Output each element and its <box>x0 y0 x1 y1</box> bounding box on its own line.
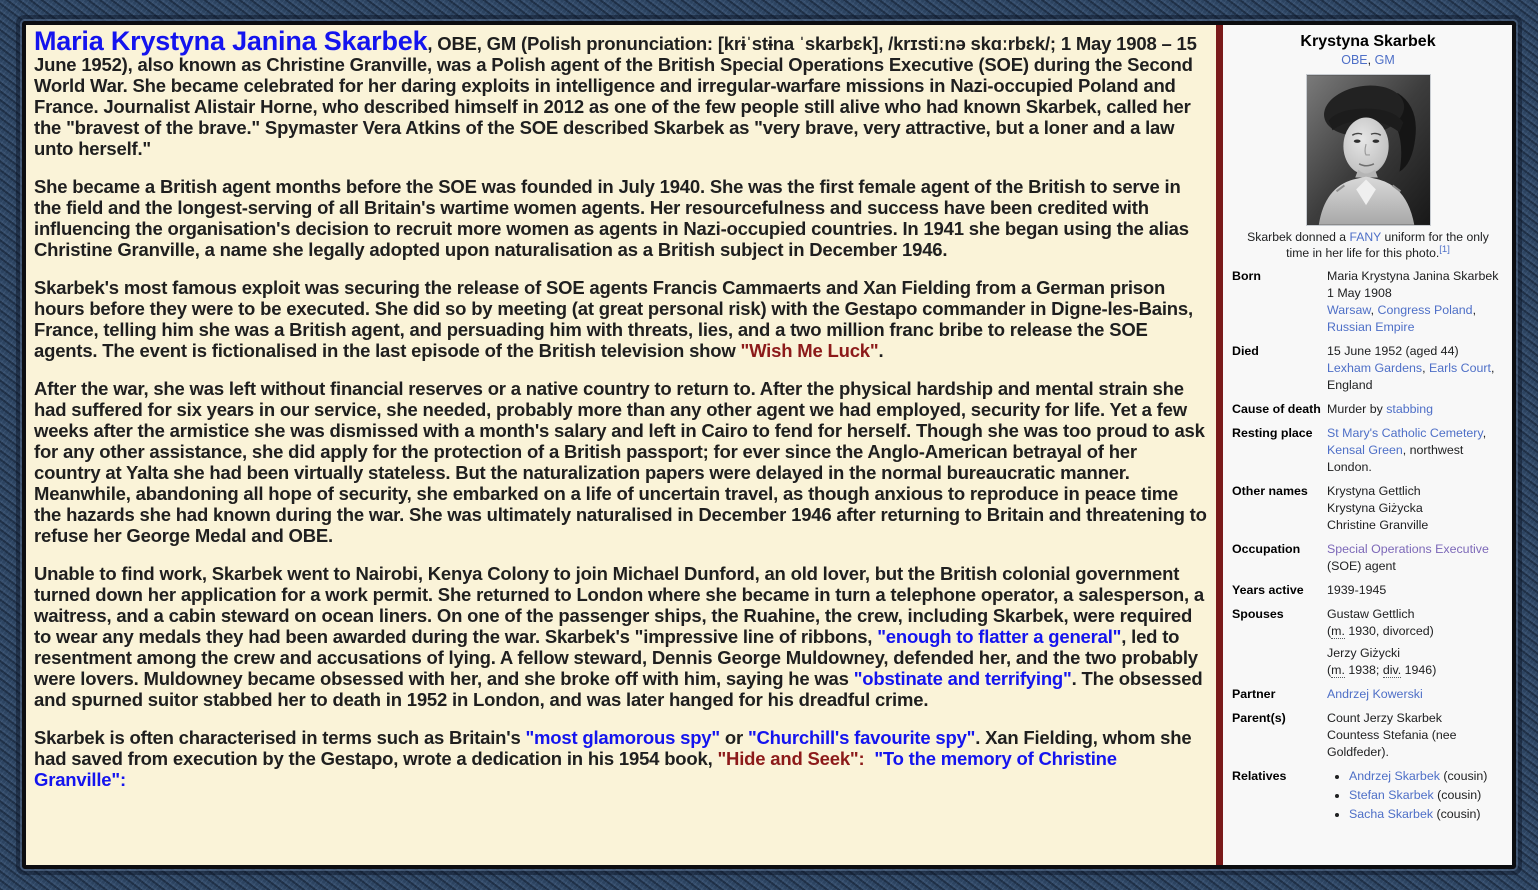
infobox-value <box>1327 606 1504 679</box>
infobox-value-line <box>1327 459 1504 476</box>
link[interactable]: St Mary's Catholic Cemetery <box>1327 426 1483 440</box>
text-run: div. <box>1382 663 1402 677</box>
footnote-ref[interactable]: [1] <box>1439 243 1450 255</box>
infobox-label: Resting place <box>1232 426 1313 440</box>
infobox-row <box>1232 710 1504 761</box>
text-run: . The obsessed and spurned suitor stabbed her to death in 1952 in London, and was later hanged for his dreadful crime. <box>34 668 1203 710</box>
text-run: After the war, she was left without financial reserves or a native country to return to. After the physical hardship and mental strain she had suffered for six years in our service, she needed, probably more than any other agent we had employed, security for life. Yet a few weeks after the armistice she was dismissed with a month's salary and left in Cairo to fend for herself. Though she was too proud to ask for any other assistance, she did apply for the protection of a British passport; for ever since the Anglo-American betrayal of her country at Yalta she had been virtually stateless. But the naturalization papers were delayed in the normal bureaucratic manner. Meanwhile, abandoning all hope of security, she embarked on a life of uncertain travel, as though anxious to reproduce in peace time the hazards she had known during the war. She was ultimately naturalised in December 1946 after returning to Britain and threatening to refuse her George Medal and OBE. <box>34 378 1207 546</box>
link[interactable]: Andrzej Kowerski <box>1327 687 1423 701</box>
text-run: Count Jerzy Skarbek <box>1327 711 1443 725</box>
infobox-value-line <box>1327 606 1504 623</box>
infobox-value-line <box>1327 268 1504 285</box>
infobox-rows <box>1232 268 1504 825</box>
infobox-row <box>1232 483 1504 534</box>
text-run: Krystyna Giżycka <box>1327 501 1423 515</box>
infobox-label: Cause of death <box>1232 402 1321 416</box>
infobox-label: Occupation <box>1232 542 1301 556</box>
text-run: Murder by <box>1327 402 1387 416</box>
infobox-value-line <box>1327 582 1504 599</box>
page <box>22 21 1516 869</box>
text-run: , <box>1370 303 1378 317</box>
infobox-value-line <box>1327 662 1504 679</box>
link[interactable]: OBE <box>1341 53 1368 67</box>
text-run: (cousin) <box>1433 807 1481 821</box>
text-run: 1930, divorced) <box>1344 624 1434 638</box>
infobox-label: Years active <box>1232 583 1304 597</box>
text-run: , <box>1490 361 1495 375</box>
link[interactable]: "obstinate and terrifying" <box>853 668 1072 689</box>
text-run: 1939-1945 <box>1327 583 1387 597</box>
infobox-value-line <box>1327 360 1504 377</box>
infobox-title: Krystyna Skarbek <box>1300 33 1436 50</box>
text-run: . <box>878 340 884 361</box>
text-run: Countess Stefania (nee <box>1327 728 1457 742</box>
infobox-value-line <box>1327 645 1504 662</box>
text-run: (cousin) <box>1439 769 1488 783</box>
infobox-value-line <box>1327 483 1504 500</box>
text-run <box>864 748 874 769</box>
text-run: m. <box>1331 624 1345 638</box>
portrait-photo[interactable] <box>1232 74 1504 226</box>
infobox-label: Died <box>1232 344 1259 358</box>
link[interactable]: "Wish Me Luck" <box>740 340 879 361</box>
infobox-row <box>1232 401 1504 418</box>
infobox-value-line <box>1327 744 1504 761</box>
infobox-label: Born <box>1232 269 1261 283</box>
infobox-label: Parent(s) <box>1232 711 1286 725</box>
paragraph <box>34 277 1208 361</box>
link[interactable]: Sacha Skarbek <box>1349 807 1434 821</box>
text-run: (SOE) agent <box>1327 559 1396 573</box>
link[interactable]: Warsaw <box>1327 303 1371 317</box>
text-run: , OBE, GM (Polish pronunciation: [krɨˈstɨna ˈskarbɛk], /krɪstiːnə skɑːrbɛk/; 1 May 1908 – 15 June 1952), also known as Christine Granville, was a Polish agent of the British Special Operations Executive (SOE) during the Second World War. She became celebrated for her daring exploits in intelligence and irregular-warfare missions in Nazi-occupied Poland and France. Journalist Alistair Horne, who described himself in 2012 as one of the few people still alive who had known Skarbek, called her the "bravest of the brave." Spymaster Vera Atkins of the SOE described Skarbek as "very brave, very attractive, but a loner and a law unto herself." <box>34 33 1197 159</box>
paragraph <box>34 378 1208 546</box>
infobox-value-line <box>1327 401 1504 418</box>
infobox-value <box>1327 686 1504 703</box>
infobox-value <box>1327 768 1504 825</box>
infobox-label: Other names <box>1232 484 1308 498</box>
article-body <box>26 25 1216 865</box>
text-run: London. <box>1327 460 1372 474</box>
link[interactable]: Russian Empire <box>1327 320 1415 334</box>
link[interactable]: "Hide and Seek": <box>717 748 865 769</box>
infobox-value <box>1327 425 1504 476</box>
text-run: , northwest <box>1402 443 1464 457</box>
paragraph <box>34 26 1208 159</box>
link[interactable]: "Churchill's favourite spy" <box>747 727 976 748</box>
infobox-value-line <box>1327 425 1504 442</box>
infobox-value <box>1327 268 1504 336</box>
infobox-value-line <box>1327 517 1504 534</box>
infobox-value-line <box>1327 686 1504 703</box>
link[interactable]: "To the memory of Christine Granville": <box>34 748 1117 790</box>
infobox-value-line <box>1327 500 1504 517</box>
text-run: (cousin) <box>1433 788 1482 802</box>
link[interactable]: Lexham Gardens <box>1327 361 1423 375</box>
text-run: England <box>1327 378 1373 392</box>
relative-item <box>1349 806 1504 823</box>
infobox-row <box>1232 686 1504 703</box>
infobox-value-line <box>1327 623 1504 640</box>
infobox-row <box>1232 268 1504 336</box>
text-run: 1938; <box>1344 663 1383 677</box>
text-run: She became a British agent months before the SOE was founded in July 1940. She was the first female agent of the British to serve in the field and the longest-serving of all Britain's wartime women agents. Her resourcefulness and success have been credited with influencing the organisation's decision to recruit more women as agents in Nazi-occupied countries. In 1941 she began using the alias Christine Granville, a name she legally adopted upon naturalisation as a British subject in December 1946. <box>34 176 1189 260</box>
infobox-row <box>1232 425 1504 476</box>
infobox-value <box>1327 582 1504 599</box>
infobox-label: Relatives <box>1232 769 1287 783</box>
divider-line <box>1216 25 1223 865</box>
infobox-row <box>1232 343 1504 394</box>
text-run: Unable to find work, Skarbek went to Nairobi, Kenya Colony to join Michael Dunford, an old lover, but the British colonial government turned down her application for a work permit. She returned to London where she became in turn a telephone operator, a salesperson, a waitress, and a cabin steward on ocean liners. On one of the passenger ships, the Ruahine, the crew, including Skarbek, were required to wear any medals they had been awarded during the war. Skarbek's "impressive line of ribbons, <box>34 563 1204 647</box>
paragraph <box>34 563 1208 710</box>
infobox-value <box>1327 401 1504 418</box>
relative-item <box>1349 768 1504 785</box>
infobox-value-line <box>1327 442 1504 459</box>
text-run: Goldfeder). <box>1327 745 1389 759</box>
infobox-label: Partner <box>1232 687 1276 701</box>
infobox-value-line <box>1327 710 1504 727</box>
infobox-value <box>1327 483 1504 534</box>
article-title-link[interactable]: Maria Krystyna Janina Skarbek <box>34 26 428 56</box>
relative-item <box>1349 787 1504 804</box>
text-run: ( <box>1327 624 1332 638</box>
text-run: Gustaw Gettlich <box>1327 607 1415 621</box>
link[interactable]: Andrzej Skarbek <box>1349 769 1440 783</box>
infobox-value <box>1327 541 1504 575</box>
text-run: , <box>1472 303 1477 317</box>
link[interactable]: Kensal Green <box>1327 443 1403 457</box>
infobox-value-line <box>1327 541 1504 558</box>
text-run: Jerzy Giżycki <box>1327 646 1400 660</box>
link[interactable]: "enough to flatter a general" <box>877 626 1122 647</box>
text-run: 1 May 1908 <box>1327 286 1392 300</box>
link[interactable]: Congress Poland <box>1377 303 1473 317</box>
text-run: , <box>1367 53 1375 67</box>
infobox <box>1223 25 1512 865</box>
infobox-row <box>1232 582 1504 599</box>
text-run: . Xan Fielding, whom she had saved from execution by the Gestapo, wrote a dedication in his 1954 book, <box>34 727 1192 769</box>
infobox-value-line <box>1327 727 1504 744</box>
infobox-value <box>1327 343 1504 394</box>
text-run: 15 June 1952 (aged 44) <box>1327 344 1459 358</box>
text-run: Krystyna Gettlich <box>1327 484 1421 498</box>
infobox-row <box>1232 606 1504 679</box>
infobox-value-line <box>1327 285 1504 302</box>
text-run: Skarbek's most famous exploit was securing the release of SOE agents Francis Cammaerts and Xan Fielding from a German prison hours before they were to be executed. She did so by meeting (at great personal risk) with the Gestapo commander in Digne-les-Bains, France, telling him she was a British agent, and persuading him with threats, lies, and a two million franc bribe to release the SOE agents. The event is fictionalised in the last episode of the British television show <box>34 277 1193 361</box>
paragraph <box>34 727 1208 790</box>
text-run: , led to resentment among the crew and accusations of lying. A fellow steward, Dennis George Muldowney, defended her, and the two probably were lovers. Muldowney became obsessed with her, and she broke off with him, saying he was <box>34 626 1198 689</box>
infobox-row <box>1232 541 1504 575</box>
text-run: Christine Granville <box>1327 518 1429 532</box>
text-run: Skarbek donned a <box>1247 230 1350 244</box>
infobox-value-line <box>1327 302 1504 319</box>
link[interactable]: stabbing <box>1386 402 1434 416</box>
text-run: ( <box>1327 663 1332 677</box>
infobox-label: Spouses <box>1232 607 1284 621</box>
text-run: , <box>1422 361 1429 375</box>
infobox-value-line <box>1327 319 1504 336</box>
link[interactable]: FANY <box>1349 230 1382 244</box>
text-run: , <box>1482 426 1487 440</box>
text-run: Maria Krystyna Janina Skarbek <box>1327 269 1499 283</box>
link[interactable]: Stefan Skarbek <box>1349 788 1434 802</box>
text-run: 1946) <box>1401 663 1437 677</box>
infobox-caption <box>1240 229 1496 261</box>
text-run: or <box>719 727 748 748</box>
infobox-value-line <box>1327 377 1504 394</box>
text-run: m. <box>1331 663 1345 677</box>
text-run: uniform for the only time in her life for this photo. <box>1286 230 1489 260</box>
infobox-value-line <box>1327 343 1504 360</box>
infobox-value-line <box>1327 558 1504 575</box>
link[interactable]: Special Operations Executive <box>1327 542 1489 556</box>
link[interactable]: Earls Court <box>1428 361 1491 375</box>
paragraph <box>34 176 1208 260</box>
link[interactable]: "most glamorous spy" <box>525 727 720 748</box>
infobox-honors <box>1232 53 1504 67</box>
text-run: Skarbek is often characterised in terms such as Britain's <box>34 727 526 748</box>
link[interactable]: GM <box>1374 53 1395 67</box>
infobox-row <box>1232 768 1504 825</box>
infobox-value <box>1327 710 1504 761</box>
